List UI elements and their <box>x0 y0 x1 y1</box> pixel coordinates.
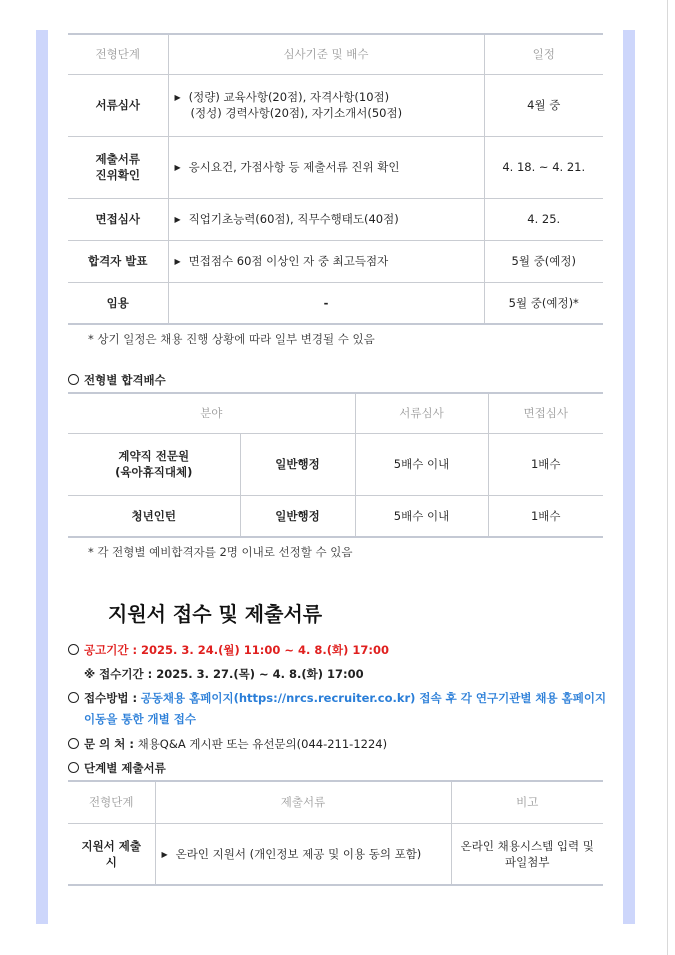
application-method-cont: 이동을 통한 개별 접수 <box>84 712 196 726</box>
col-header-doc: 서류심사 <box>355 393 488 433</box>
schedule-note: * 상기 일정은 채용 진행 상황에 따라 일부 변경될 수 있음 <box>88 332 375 346</box>
doc-multiplier-cell: 5배수 이내 <box>355 495 488 537</box>
col-header-stage: 전형단계 <box>68 34 168 74</box>
method-link[interactable]: 공동채용 홈페이지(https://nrcs.recruiter.co.kr) 접속 후 각 연구기관별 채용 홈페이지 <box>140 691 607 705</box>
criteria-cell: - <box>168 282 484 324</box>
criteria-cell: ▶ (정량) 교육사항(20점), 자격사항(10점) (정성) 경력사항(20점), 자기소개서(50점) <box>168 74 484 136</box>
date-cell: 5월 중(예정)* <box>484 282 603 324</box>
multiplier-heading: 전형별 합격배수 <box>68 372 166 388</box>
bullet-icon: ▶ <box>161 849 168 859</box>
col-header-stage: 전형단계 <box>68 781 155 823</box>
field-cell: 청년인턴 <box>68 495 240 537</box>
docs-cell: ▶ 온라인 지원서 (개인정보 제공 및 이용 동의 포함) <box>155 823 451 885</box>
stage-cell: 합격자 발표 <box>68 240 168 282</box>
right-margin-bar <box>623 30 635 924</box>
date-cell: 4. 25. <box>484 198 603 240</box>
circle-bullet-icon <box>68 762 79 773</box>
receipt-period: ※ 접수기간 : 2025. 3. 27.(목) ~ 4. 8.(화) 17:00 <box>84 667 364 681</box>
criteria-cell: ▶ 응시요건, 가점사항 등 제출서류 진위 확인 <box>168 136 484 198</box>
interview-multiplier-cell: 1배수 <box>488 495 603 537</box>
circle-bullet-icon <box>68 738 79 749</box>
remark-cell: 온라인 채용시스템 입력 및 파일첨부 <box>451 823 603 885</box>
multiplier-note: * 각 전형별 예비합격자를 2명 이내로 선정할 수 있음 <box>88 545 353 559</box>
section-title: 지원서 접수 및 제출서류 <box>108 602 323 626</box>
field-cell: 계약직 전문원 (육아휴직대체) <box>68 433 240 495</box>
schedule-table <box>68 33 603 325</box>
table-row <box>68 823 603 885</box>
circle-bullet-icon <box>68 374 79 385</box>
bullet-icon: ▶ <box>174 257 181 266</box>
stage-cell: 제출서류 진위확인 <box>68 136 168 198</box>
stage-cell: 지원서 제출 시 <box>68 823 155 885</box>
left-margin-bar <box>36 30 48 924</box>
col-header-remark: 비고 <box>451 781 603 823</box>
interview-multiplier-cell: 1배수 <box>488 433 603 495</box>
criteria-cell: ▶ 직업기초능력(60점), 직무수행태도(40점) <box>168 198 484 240</box>
multiplier-table <box>68 392 603 538</box>
col-header-interview: 면접심사 <box>488 393 603 433</box>
col-header-field: 분야 <box>68 393 355 433</box>
table-row <box>68 433 603 495</box>
table-row <box>68 240 603 282</box>
date-cell: 4. 18. ~ 4. 21. <box>484 136 603 198</box>
table-row <box>68 136 603 198</box>
circle-bullet-icon <box>68 692 79 703</box>
table-row <box>68 74 603 136</box>
bullet-icon: ▶ <box>174 93 181 102</box>
table-row <box>68 198 603 240</box>
criteria-cell: ▶ 면접점수 60점 이상인 자 중 최고득점자 <box>168 240 484 282</box>
doc-multiplier-cell: 5배수 이내 <box>355 433 488 495</box>
scrollbar-track[interactable] <box>667 0 668 955</box>
date-cell: 4월 중 <box>484 74 603 136</box>
table-row <box>68 495 603 537</box>
application-method: 접수방법 : 공동채용 홈페이지(https://nrcs.recruiter.co.kr) 접속 후 각 연구기관별 채용 홈페이지 <box>68 690 606 706</box>
docs-heading: 단계별 제출서류 <box>68 760 166 776</box>
col-header-docs: 제출서류 <box>155 781 451 823</box>
notice-period: 공고기간 : 2025. 3. 24.(월) 11:00 ~ 4. 8.(화) 17:00 <box>68 642 389 658</box>
col-header-criteria: 심사기준 및 배수 <box>168 34 484 74</box>
circle-bullet-icon <box>68 644 79 655</box>
bullet-icon: ▶ <box>174 163 181 172</box>
sub-field-cell: 일반행정 <box>240 433 355 495</box>
stage-cell: 임용 <box>68 282 168 324</box>
stage-cell: 서류심사 <box>68 74 168 136</box>
stage-cell: 면접심사 <box>68 198 168 240</box>
docs-table <box>68 780 603 886</box>
date-cell: 5월 중(예정) <box>484 240 603 282</box>
sub-field-cell: 일반행정 <box>240 495 355 537</box>
col-header-date: 일정 <box>484 34 603 74</box>
contact-info: 문 의 처 : 채용Q&A 게시판 또는 유선문의(044-211-1224) <box>68 736 387 752</box>
bullet-icon: ▶ <box>174 215 181 224</box>
table-row <box>68 282 603 324</box>
